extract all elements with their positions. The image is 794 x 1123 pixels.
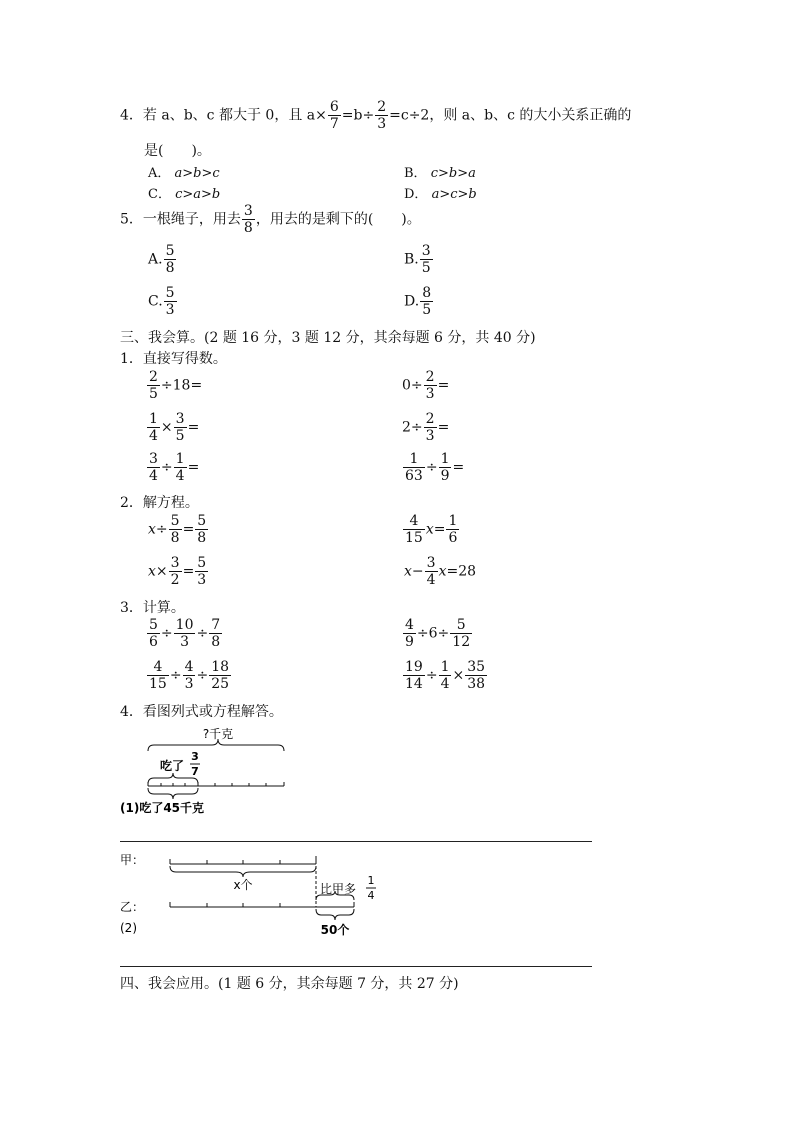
diagram1-svg [118,722,308,822]
fraction: $\frac{2}{3}$ [377,99,387,132]
calc-a1: $\frac{2}{5}$ ÷18= [149,369,203,402]
equation-b2: x− $\frac{3}{4}$ x=28 [404,555,477,588]
diagram1-ate-label: 吃了 [160,759,185,773]
diagram2-fifty-brace [316,909,354,920]
compute-b2: $\frac{19}{14}$ ÷ $\frac{1}{4}$ × $\frac{35}{38}$ [405,659,486,692]
diagram2-yi-label: 乙： [120,900,145,914]
diagram1-total-label: ?千克 [202,727,234,741]
q4-option-b: B． c>b>a [404,166,476,181]
divider-line [120,841,592,842]
diagram2-more-num: 1 [367,874,375,887]
calc-a2: $\frac{1}{4}$ × $\frac{3}{5}$ = [149,411,200,444]
calc-b3: $\frac{1}{63}$ ÷ $\frac{1}{9}$ = [405,451,465,484]
q5-option-b: B. $\frac{3}{5}$ [404,243,431,276]
section3-title: 三、我会算。(2 题 16 分，3 题 12 分，其余每题 6 分，共 40 分) [120,330,536,346]
fraction: $\frac{6}{7}$ [329,99,339,132]
diagram1-caption: (1)吃了45千克 [120,801,205,815]
diagram1-ate-num: 3 [191,750,199,763]
section3-sub2: 2．解方程。 [120,495,199,511]
calc-a3: $\frac{3}{4}$ ÷ $\frac{1}{4}$ = [149,451,200,484]
section3-sub1: 1．直接写得数。 [120,351,227,367]
q5-option-a: A. $\frac{5}{8}$ [148,243,175,276]
section3-sub3: 3．计算。 [120,600,185,616]
diagram2-jia-label: 甲： [120,853,145,867]
diagram2-x-brace [170,866,316,877]
diagram1-bottom-brace [148,788,198,799]
section4-title: 四、我会应用。(1 题 6 分，其余每题 7 分，共 27 分) [120,976,459,992]
section3-sub4: 4．看图列式或方程解答。 [120,704,283,720]
equation-a1: x÷ $\frac{5}{8}$ = $\frac{5}{8}$ [148,513,207,546]
q5-line1: 5．一根绳子，用去 $\frac{3}{8}$ ，用去的是剩下的( )。 [120,203,421,236]
compute-a2: $\frac{4}{15}$ ÷ $\frac{4}{3}$ ÷ $\frac{18}{25}$ [149,659,230,692]
diagram2-more-label: 比甲多 [320,882,357,896]
q4-line2: 是( )。 [144,143,211,159]
q4-line1: 4．若 a、b、c 都大于 0，且 a× $\frac{6}{7}$ =b÷ $\frac{2}{3}$ =c÷2，则 a、b、c 的大小关系正确的 [120,99,632,132]
compute-a1: $\frac{5}{6}$ ÷ $\frac{10}{3}$ ÷ $\frac{7}{8}$ [149,617,221,650]
calc-b1: 0÷ $\frac{2}{3}$ = [402,369,450,402]
divider-line [120,966,592,967]
equation-a2: x× $\frac{3}{2}$ = $\frac{5}{3}$ [148,555,207,588]
equation-b1: $\frac{4}{15}$ x= $\frac{1}{6}$ [405,513,458,546]
diagram2-more-den: 4 [367,889,375,902]
q5-option-c: C. $\frac{5}{3}$ [148,285,175,318]
q4-option-c: C． c>a>b [148,187,221,202]
q5-option-d: D. $\frac{8}{5}$ [404,285,432,318]
diagram1-ate-den: 7 [191,765,199,778]
diagram2-caption: (2) [120,921,137,935]
diagram2-fifty-label: 50个 [320,923,350,937]
fraction: $\frac{3}{8}$ [243,203,253,236]
diagram2-x-label: x个 [233,878,253,892]
diagram2-svg [118,846,418,942]
q4-option-d: D． a>c>b [404,187,477,202]
q4-option-a: A． a>b>c [148,166,220,181]
calc-b2: 2÷ $\frac{2}{3}$ = [402,411,450,444]
compute-b1: $\frac{4}{9}$ ÷6÷ $\frac{5}{12}$ [405,617,471,650]
